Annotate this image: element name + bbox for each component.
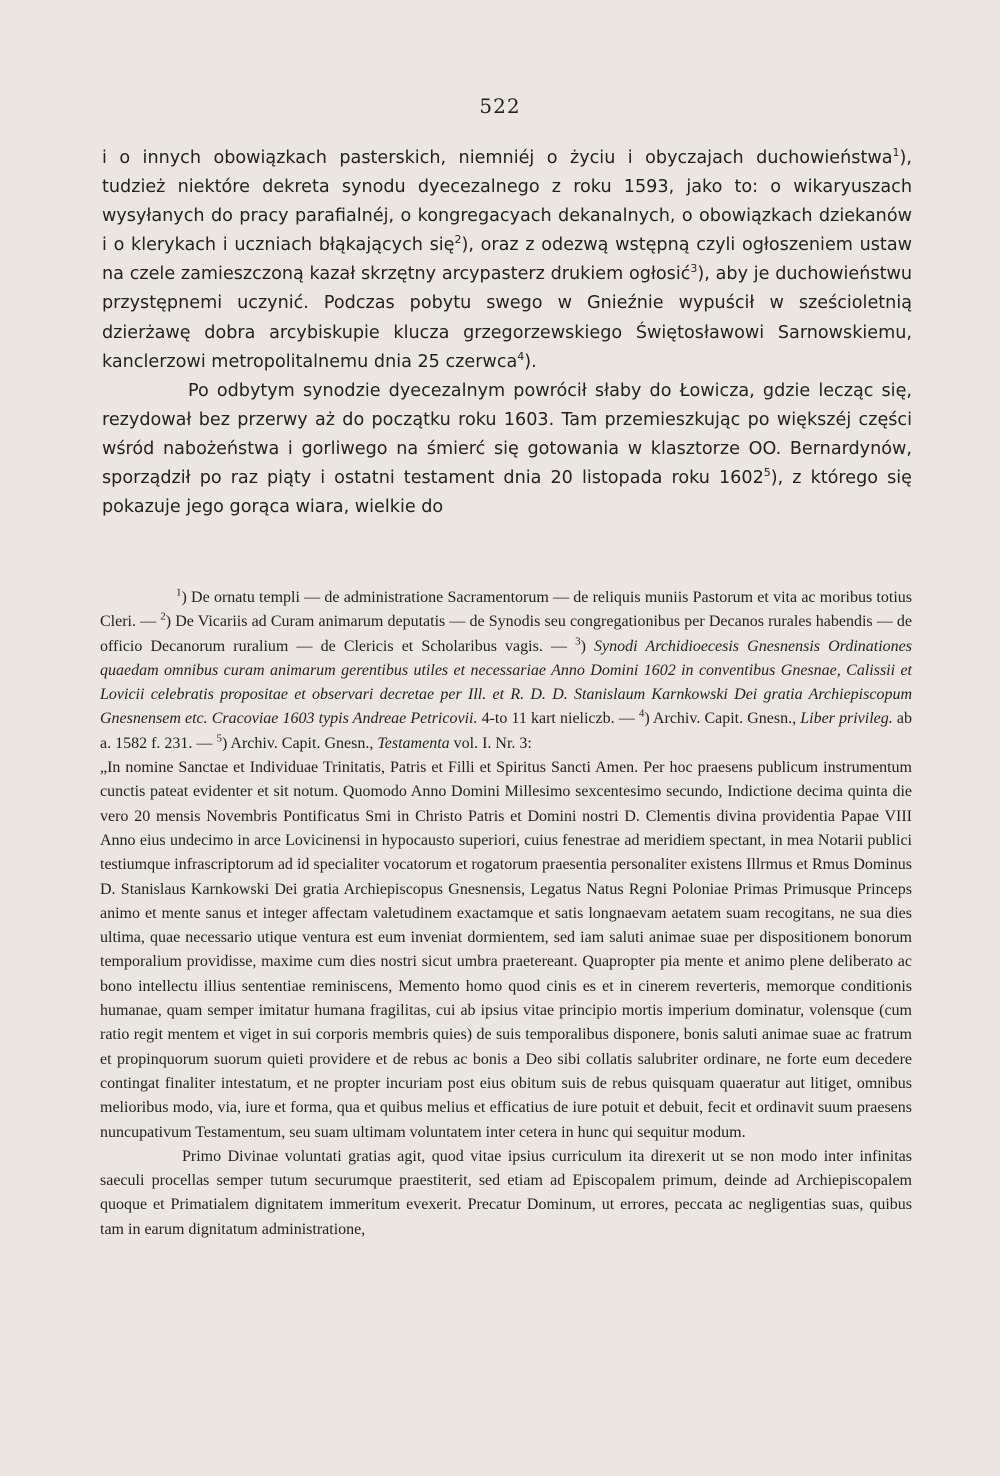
paragraph-2-text-a: Po odbytym synodzie dyecezalnym powrócił słaby do Łowicza, gdzie lecząc się, rezydował bez przerwy aż do początku roku 1603. Tam przemieszkując po większéj części wśród nabożeństwa i gorliwego na śmierć się gotowania w klasztorze OO. Bernardynów, sporządził po raz piąty i ostatni testament dnia 20 listopada roku 1602	[102, 380, 912, 489]
paragraph-1-text-a: i o innych obowiązkach pasterskich, niemniéj o życiu i obyczajach duchowieństwa	[102, 148, 893, 168]
footnote-2-text: ) De Vicariis ad Curam animarum deputatis — de Synodis seu congregationibus per Decanos rurales habendis — de officio Decanorum ruralium — de Clericis et Scholaribus vagis. —	[100, 613, 912, 655]
footnote-ref-1: 1	[892, 146, 900, 160]
footnote-4-mark: 4	[638, 708, 645, 721]
page-number: 522	[479, 94, 521, 118]
footnote-4-tail: ab a. 1582 f. 231. —	[100, 710, 912, 752]
footnote-1-text: ) De ornatu templi — de administratione Sacramentorum — de reliquis muniis Pastorum et vita ac moribus totius Cleri. —	[100, 589, 912, 631]
footnote-1-mark: 1	[176, 586, 182, 599]
paragraph-2-text-b: ), z którego się pokazuje jego gorąca wiara, wielkie do	[102, 468, 912, 518]
footnote-5-quote-2: Primo Divinae voluntati gratias agit, quod vitae ipsius curriculum ita direxerit ut se non modo inter infinitas saeculi procellas semper tutum securumque praestiterit, sed etiam ad Episcopalem primum, deinde ad Archiepiscopalem quoque et Primatialem dignitatem immeritum evexerit. Precatur Dominum, ut errores, peccata ac negligentias suas, quibus tam in earum dignitatum administratione,	[100, 1147, 912, 1238]
footnotes	[100, 586, 912, 1242]
footnote-5-tail: vol. I. Nr. 3:	[449, 734, 532, 752]
footnotes-block	[100, 586, 912, 756]
footnote-5-quote-1: „In nomine Sanctae et Individuae Trinitatis, Patris et Filli et Spiritus Sancti Amen. Per hoc praesens publicum instrumentum cunctis pateat evidenter et sit notum. Quomodo Anno Domini Millesimo sexcentesimo secundo, Indictione decima quinta die vero 20 mensis Novembris Pontificatus Smi in Christo Patris et Domini nostri D. Clementis divina providentia Papae VIII Anno eius undecimo in arce Lovicinensi in hypocausto superiori, cuius fenestrae ad meridiem spectant, in mea Notarii publici testiumque infrascriptorum ad id specialiter vocatorum et rogatorum praesentia personaliter existens Illrmus et Rmus Dominus D. Stanislaus Karnkowski Dei gratia Archiepiscopus Gnesnensis, Legatus Natus Regni Poloniae Primas Primusque Princeps animo et mente sanus et integer affectam valetudinem exactamque et satis longnaevam aetatem suam recogitans, ne sua dies ultima, quae necessario utique ventura est eum inveniat dormientem, sed iam saluti animae suae per dispositionem bonorum temporalium providisse, maxime cum dies nostri sicut umbra praetereant. Quapropter pia mente et animo plene deliberato ac bono intellectu illius sententiae reminiscens, Memento homo quod cinis es et in cinerem reverteris, memorque conditionis humanae, quam semper imitatur humana fragilitas, cui ab ipsius vitae principio mortis imperium dominatur, volensque (cum ratio regit mentem et viget in sui corporis membris quies) de suis temporalibus disponere, bonis saluti animae suae ac fratrum et propinquorum suorum quieti providere et de rebus ac bonis a Deo sibi collatis salubriter ordinare, ne forte eum decedere contingat finaliter intestatum, et ne propter incuriam post eius obitum suis de rebus quisquam quaeratur aut litiget, omnibus melioribus modo, via, iure et forma, qua et quibus melius et efficatius de iure potuit et debuit, fecit et ordinavit suum praesens nuncupativum Testamentum, seu suam ultimam voluntatem inter cetera in hunc qui sequitur modum.	[100, 759, 912, 1141]
footnote-ref-4: 4	[517, 349, 525, 363]
paragraph-2	[102, 377, 912, 522]
footnote-ref-2: 2	[454, 233, 462, 247]
main-text	[102, 144, 912, 522]
footnote-ref-5: 5	[763, 466, 771, 480]
footnote-ref-3: 3	[690, 262, 698, 276]
footnote-2-mark: 2	[160, 610, 166, 623]
footnote-4-text: ) Archiv. Capit. Gnesn.,	[644, 710, 801, 728]
paragraph-1-text-c: ), oraz z odezwą wstępną czyli ogłoszeniem ustaw na czele zamieszczoną kazał skrzętny arcypasterz drukiem ogłosić	[102, 235, 912, 285]
paragraph-1-text-e: ).	[524, 351, 537, 372]
footnote-5-text: ) Archiv. Capit. Gnesn.,	[221, 734, 378, 752]
footnote-4-title: Liber privileg.	[800, 710, 893, 728]
footnote-3-tail: 4-to 11 kart nieliczb. —	[477, 710, 639, 728]
footnote-3-mark: 3	[575, 635, 581, 648]
paragraph-1-text-b: ), tudzież niektóre dekreta synodu dyecezalnego z roku 1593, jako to: o wikaryuszach wysyłanych do pracy parafialnéj, o kongregacyach dekanalnych, o obowiązkach dziekanów i o klerykach i uczniach błąkających się	[102, 148, 912, 256]
paragraph-1-text-d: ), aby je duchowieństwu przystępnemi uczynić. Podczas pobytu swego w Gnieźnie wypuścił w sześcioletnią dzierżawę dobra arcybiskupie klucza grzegorzewskiego Świętosławowi Sarnowskiemu, kanclerzowi metropolitalnemu dnia 25 czerwca	[102, 264, 913, 372]
footnote-5-title: Testamenta	[377, 734, 450, 752]
paragraph-1	[102, 144, 912, 377]
footnote-5-mark: 5	[216, 732, 222, 745]
footnote-3-close: )	[580, 637, 595, 655]
footnote-3-title: Synodi Archidioecesis Gnesnensis Ordinationes quaedam omnibus curam animarum gerentibus utiles et necessariae Anno Domini 1602 in conventibus Gnesnae, Calissii et Lovicii celebratis propositae et observari decretae per Ill. et R. D. D. Stanislaum Karnkowski Dei gratia Archiepiscopum Gnesnensem etc. Cracoviae 1603 typis Andreae Petricovii.	[100, 637, 912, 728]
